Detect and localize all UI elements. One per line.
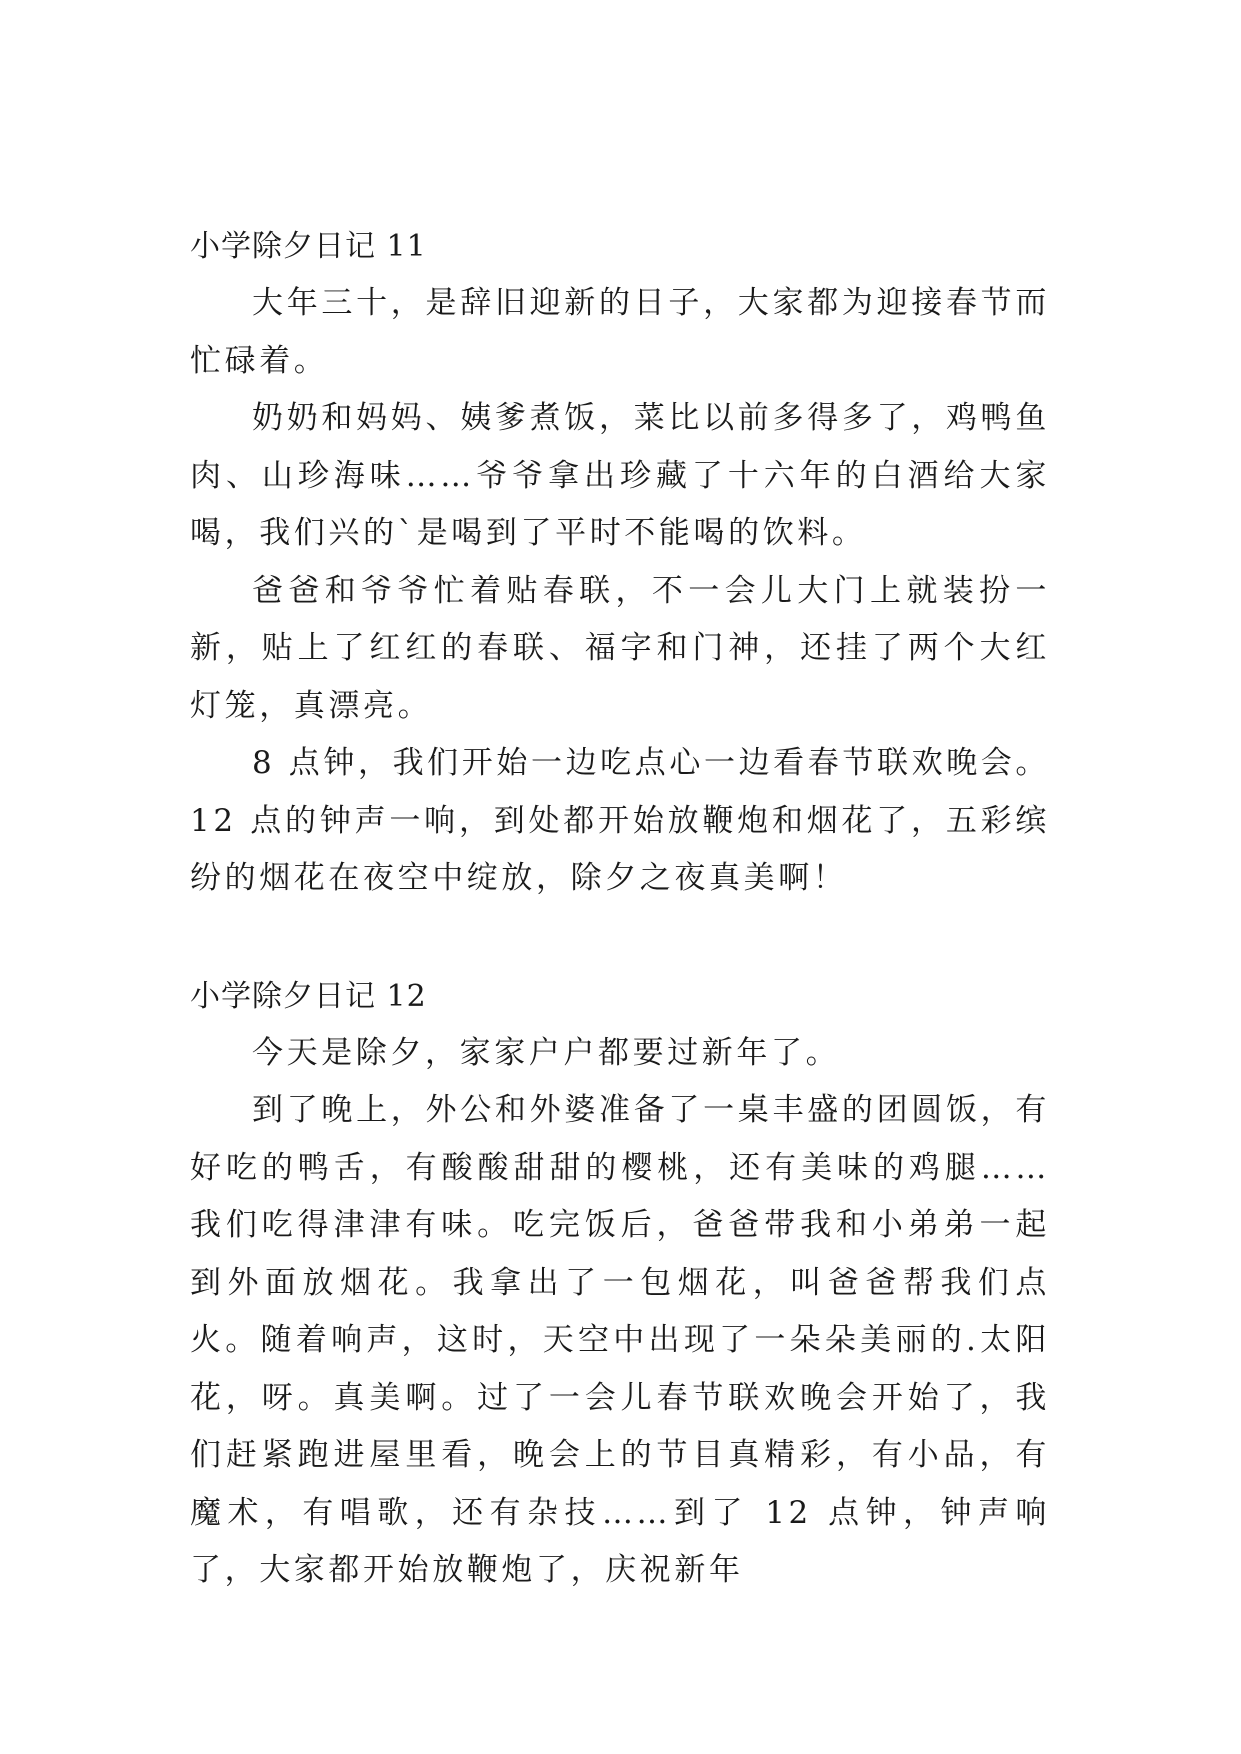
section-spacer bbox=[190, 908, 1050, 968]
paragraph: 今天是除夕，家家户户都要过新年了。 bbox=[252, 1034, 841, 1071]
paragraph: 8 点钟，我们开始一边吃点心一边看春节联欢晚会。12 点的钟声一响，到处都开始放鞭炮和烟花了，五彩缤纷的烟花在夜空中绽放，除夕之夜真美啊！ bbox=[190, 745, 1050, 896]
section-title: 小学除夕日记 12 bbox=[190, 978, 427, 1014]
diary-section-12 bbox=[190, 968, 1050, 1600]
diary-section-11 bbox=[190, 218, 1050, 908]
paragraph: 奶奶和妈妈、姨爹煮饭，菜比以前多得多了，鸡鸭鱼肉、山珍海味……爷爷拿出珍藏了十六年的白酒给大家喝，我们兴的`是喝到了平时不能喝的饮料。 bbox=[190, 400, 1050, 551]
document-body bbox=[190, 218, 1050, 1600]
paragraph: 爸爸和爷爷忙着贴春联，不一会儿大门上就装扮一新，贴上了红红的春联、福字和门神，还挂了两个大红灯笼，真漂亮。 bbox=[190, 572, 1050, 724]
paragraph: 大年三十，是辞旧迎新的日子，大家都为迎接春节而忙碌着。 bbox=[190, 285, 1050, 379]
section-title: 小学除夕日记 11 bbox=[190, 229, 427, 264]
paragraph: 到了晚上，外公和外婆准备了一桌丰盛的团圆饭，有好吃的鸭舌，有酸酸甜甜的樱桃，还有美味的鸡腿……我们吃得津津有味。吃完饭后，爸爸带我和小弟弟一起到外面放烟花。我拿出了一包烟花，叫爸爸帮我们点火。随着响声，这时，天空中出现了一朵朵美丽的.太阳花，呀。真美啊。过了一会儿春节联欢晚会开始了，我们赶紧跑进屋里看，晚会上的节目真精彩，有小品，有魔术，有唱歌，还有杂技……到了 12 点钟，钟声响了，大家都开始放鞭炮了，庆祝新年 bbox=[190, 1092, 1050, 1588]
